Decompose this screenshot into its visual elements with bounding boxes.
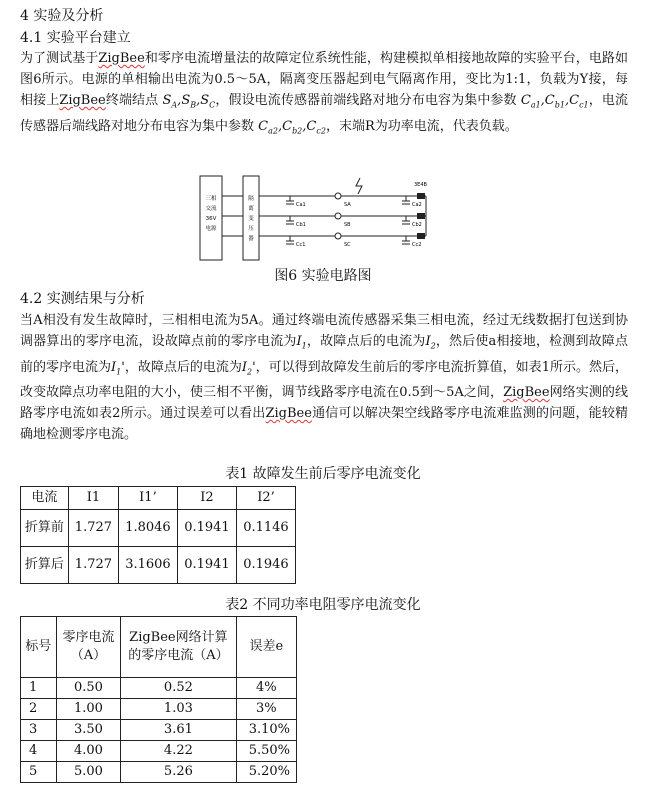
circuit-diagram — [198, 170, 448, 266]
subsection-title-4-2: 4.2 实测结果与分析 — [20, 291, 145, 307]
table2-cell: 3 — [21, 720, 57, 741]
table2-cell: 4.22 — [121, 741, 237, 762]
table2-cell: 5.20% — [236, 762, 296, 783]
table2-header: 标号 — [21, 617, 57, 678]
cap-ca1-label: Ca1 — [296, 202, 306, 208]
table1-header: I2’ — [236, 487, 295, 510]
table2-cell: 2 — [21, 699, 57, 720]
subsection-title-4-1: 4.1 实验平台建立 — [20, 30, 131, 46]
table2-cell: 5.00 — [56, 762, 120, 783]
section-title: 4 实验及分析 — [20, 8, 104, 24]
table1-cell: 0.1946 — [236, 547, 295, 584]
table2-cell: 0.50 — [56, 678, 120, 699]
table-row — [21, 510, 296, 547]
table2-cell: 1.00 — [56, 699, 120, 720]
table1-cell: 折算后 — [21, 547, 69, 584]
cap-ca2-label: Ca2 — [412, 202, 422, 208]
zigbee-term: ZigBee — [265, 406, 312, 422]
table2-cell: 1.03 — [121, 699, 237, 720]
table1-cell: 0.1941 — [177, 547, 236, 584]
table-row — [21, 547, 296, 584]
table2-cell: 3.10% — [236, 720, 296, 741]
table1-cell: 3.1606 — [118, 547, 177, 584]
load-label: 3E4B — [414, 182, 427, 188]
node-sc-label: SC — [344, 242, 351, 248]
zigbee-term: ZigBee — [98, 51, 145, 66]
table2-caption: 表2 不同功率电阻零序电流变化 — [225, 597, 421, 613]
table1-header: I1 — [68, 487, 118, 510]
table1-header: I2 — [177, 487, 236, 510]
table2-cell: 0.52 — [121, 678, 237, 699]
cap-cb1-label: Cb1 — [296, 222, 306, 228]
table2-cell: 4.00 — [56, 741, 120, 762]
cap-cc2-label: Cc2 — [412, 242, 422, 248]
table1-header: I1’ — [118, 487, 177, 510]
zigbee-term: ZigBee — [503, 385, 550, 401]
table1-cell: 0.1941 — [177, 510, 236, 547]
table2-header: 零序电流（A） — [56, 617, 120, 678]
table2 — [20, 616, 297, 783]
table2-cell: 1 — [21, 678, 57, 699]
paragraph-4-2: 当A相没有发生故障时，三相相电流为5A。通过终端电流传感器采集三相电流，经过无线数据打包送到协调器算出的零序电流，设故障点前的零序电流为$I_1$，故障点后的电流为$I_2$，然后使a相接地，检测到故障点前的零序电流为$I_1'$，故障点后的电流为$I_2'$，可以得到故障发生前后的零序电流折算值，如表1所示。然后，改变故障点功率电阻的大小，使三相不平衡，调节线路零序电流在0.5到～5A之间，ZigBee网络实测的线路零序电流如表2所示。通过误差可以看出ZigBee通信可以解决架空线路零序电流难监测的问题，能较精确地检测零序电流。 — [20, 313, 628, 443]
table-row — [21, 678, 297, 699]
table-row — [21, 699, 297, 720]
table2-cell: 5.50% — [236, 741, 296, 762]
table2-cell: 3.50 — [56, 720, 120, 741]
table-row — [21, 762, 297, 783]
table2-cell: 3% — [236, 699, 296, 720]
table1-cell: 1.727 — [68, 547, 118, 584]
cap-cb2-label: Cb2 — [412, 222, 422, 228]
power-source-label: 三相交流 36V 电源 — [205, 196, 217, 232]
table2-cell: 5 — [21, 762, 57, 783]
table1-header: 电流 — [21, 487, 69, 510]
figure-caption: 图6 实验电路图 — [274, 268, 372, 284]
table2-cell: 4 — [21, 741, 57, 762]
table1-cell: 0.1146 — [236, 510, 295, 547]
table2-cell: 3.61 — [121, 720, 237, 741]
table2-header: ZigBee网络计算的零序电流（A） — [121, 617, 237, 678]
node-sb-label: SB — [344, 222, 351, 228]
transformer-label: 隔离变压器 — [248, 196, 254, 242]
table1-cell: 1.8046 — [118, 510, 177, 547]
table1-cell: 折算前 — [21, 510, 69, 547]
node-sa-label: SA — [344, 202, 351, 208]
table-row — [21, 741, 297, 762]
zigbee-term: ZigBee — [59, 93, 106, 108]
table1-cell: 1.727 — [68, 510, 118, 547]
table2-cell: 4% — [236, 678, 296, 699]
table1-caption: 表1 故障发生前后零序电流变化 — [225, 466, 421, 482]
paragraph-4-1: 为了测试基于ZigBee和零序电流增量法的故障定位系统性能，构建模拟单相接地故障的实验平台，电路如图6所示。电源的单相输出电流为0.5～5A，隔离变压器起到电气隔离作用，变比为1:1，负载为Y接，每相接上ZigBee终端结点 $S_A,S_B,S_C$，假设电流传感器前端线路对地分布电容为集中参数 $C_{a1},C_{b1},C_{c1}$，电流传感器后端线路对地分布电容为集中参数 $C_{a2},C_{b2},C_{c2}$，末端R为功率电流，代表负载。 — [20, 51, 628, 136]
table1 — [20, 486, 296, 584]
table2-header: 误差e — [236, 617, 296, 678]
table2-cell: 5.26 — [121, 762, 237, 783]
table-row — [21, 720, 297, 741]
cap-cc1-label: Cc1 — [296, 242, 306, 248]
